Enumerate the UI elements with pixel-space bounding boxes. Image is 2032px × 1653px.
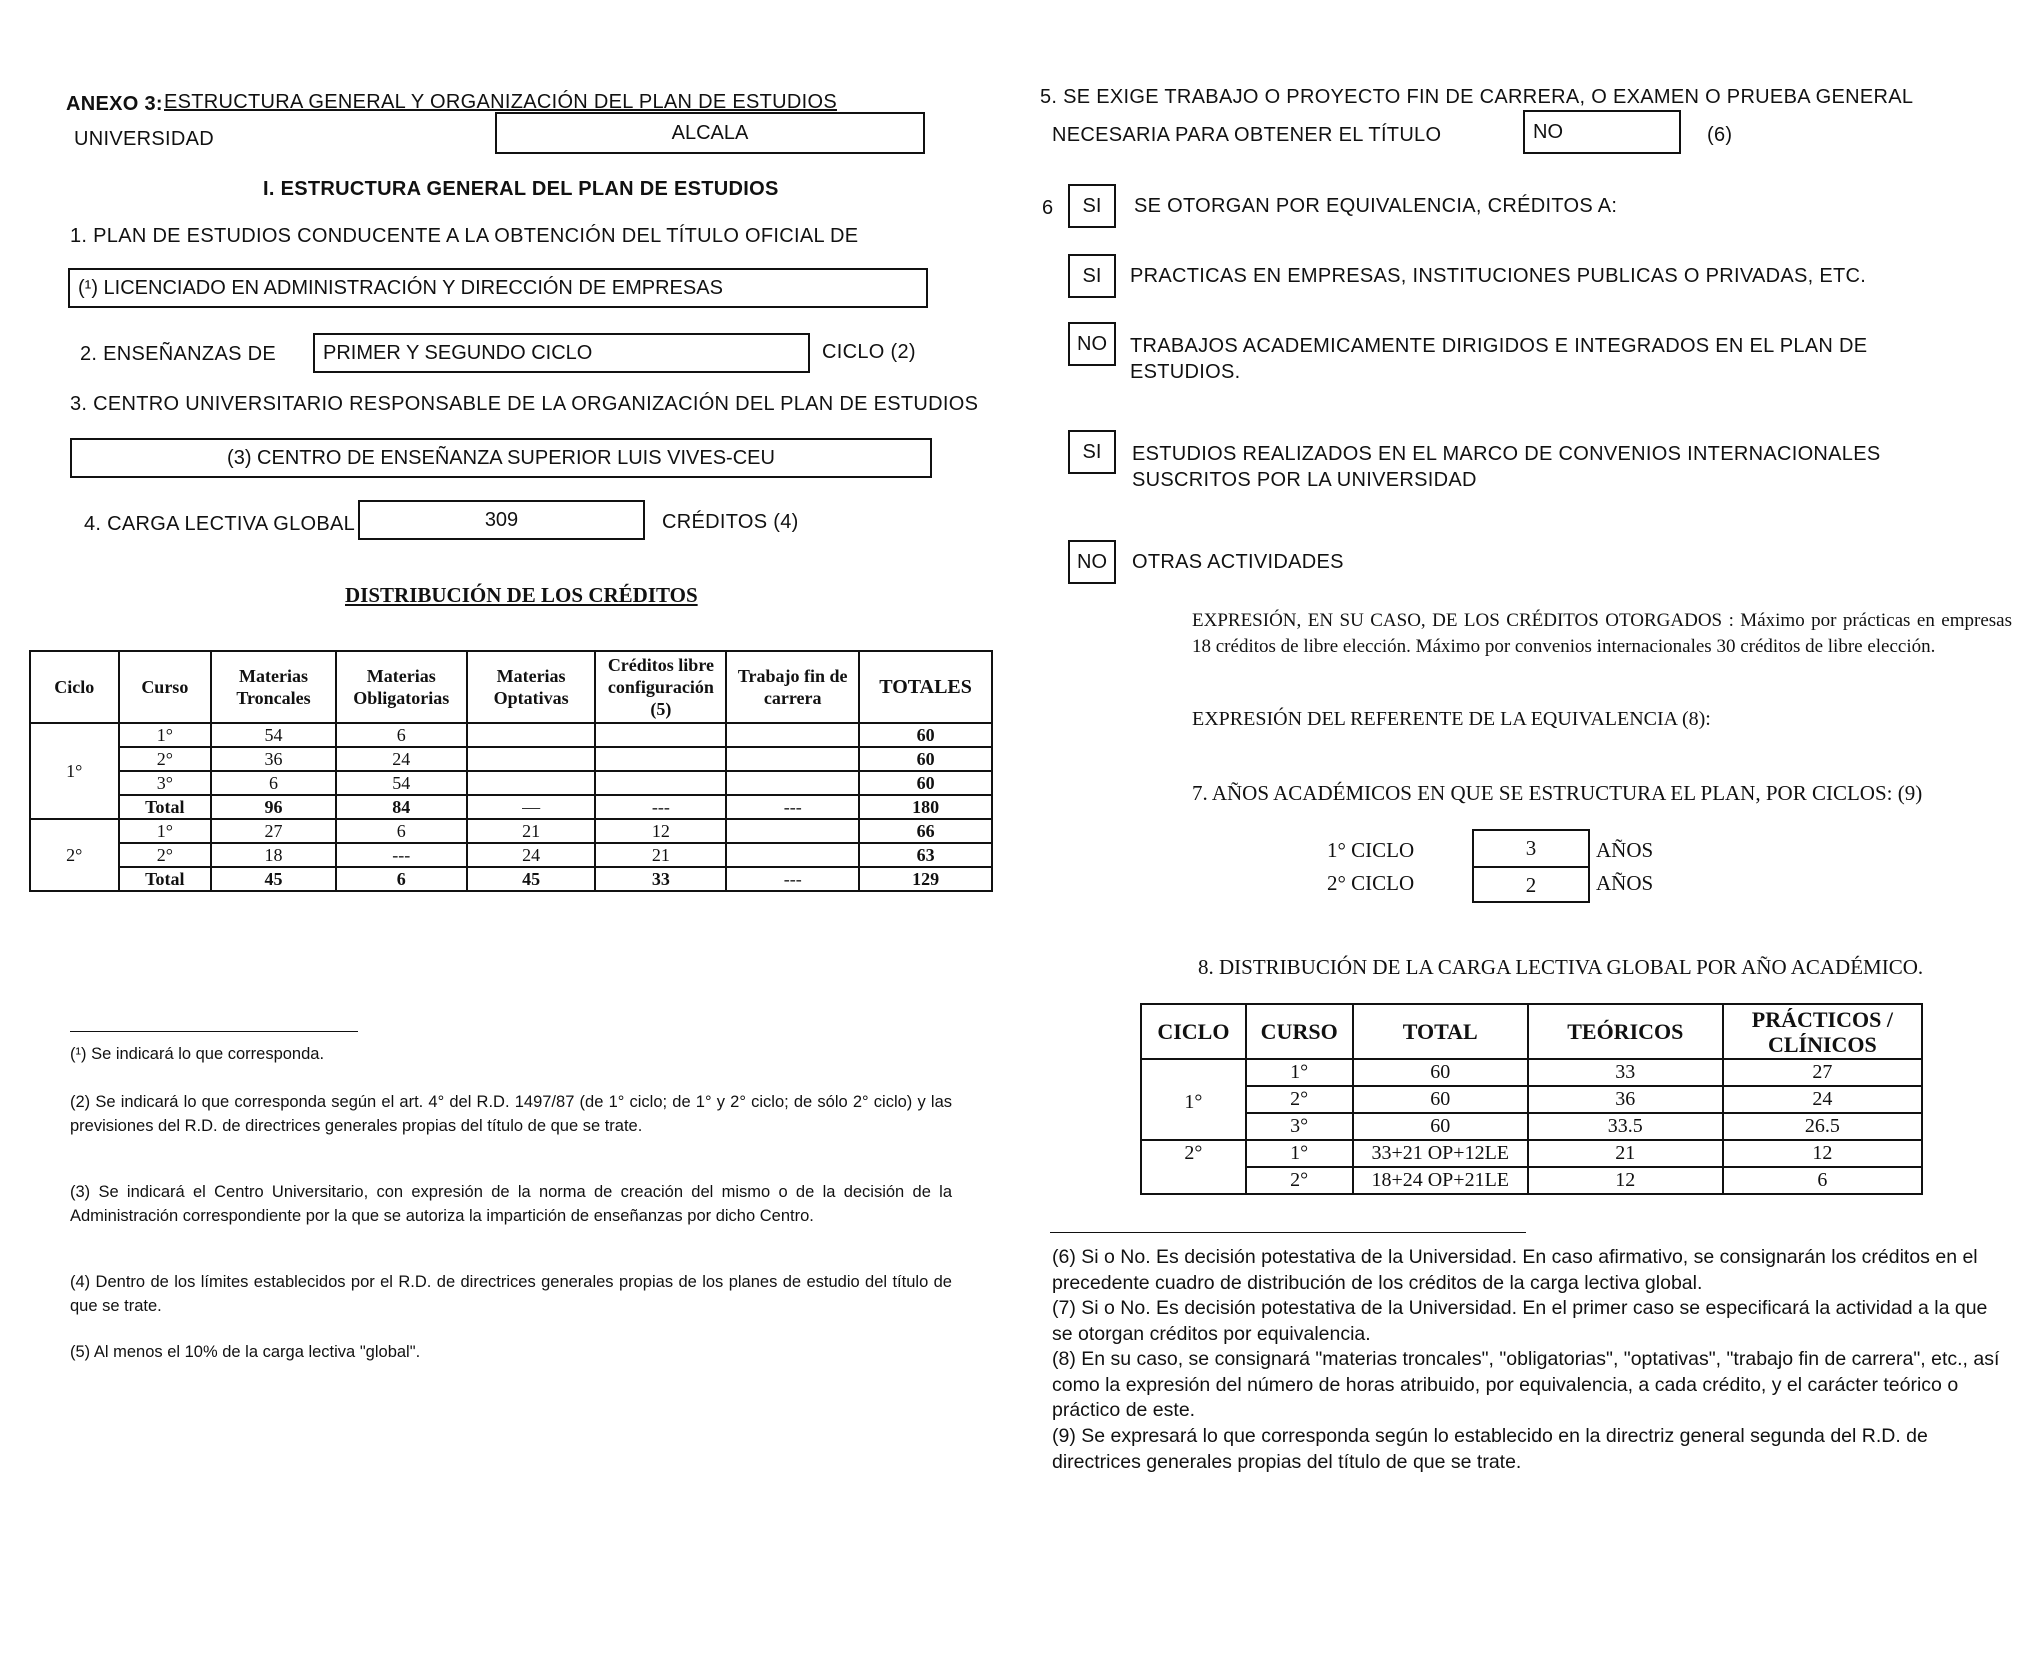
table-cell: 24 <box>467 843 596 867</box>
cycle-cell: 2° <box>1141 1140 1246 1194</box>
years-cycle-label: 2° CICLO <box>1327 871 1415 895</box>
table-cell <box>595 723 726 747</box>
header-cell: Materias Optativas <box>467 651 596 723</box>
table-cell: 6 <box>336 723 467 747</box>
table-cell <box>595 747 726 771</box>
total-credits-field <box>358 500 645 540</box>
cycle-cell: 2° <box>30 819 119 891</box>
table-row <box>1141 1140 1922 1167</box>
years-value: 3 <box>1474 831 1588 868</box>
table-cell: — <box>467 795 596 819</box>
header-cell: TOTAL <box>1353 1004 1528 1059</box>
teaching-cycle-value: PRIMER Y SEGUNDO CICLO <box>323 341 593 364</box>
table-cell: 96 <box>211 795 336 819</box>
table-cell: 84 <box>336 795 467 819</box>
table-cell: --- <box>726 867 859 891</box>
table-cell: 6 <box>1723 1167 1922 1194</box>
table-cell: 18 <box>211 843 336 867</box>
table-row-total <box>30 795 992 819</box>
table-cell: 33.5 <box>1528 1113 1723 1140</box>
table-cell: 60 <box>1353 1059 1528 1086</box>
years-unit: AÑOS <box>1596 838 1654 862</box>
footnote: (8) En su caso, se consignará "materias troncales", "obligatorias", "optativas", "trabajo fin de carrera", etc., así como la expresión del número de horas atribuido, por equivalencia, a cada crédito, y el carácter teórico o práctico de este. <box>1052 1348 2000 1421</box>
table-cell: 60 <box>1353 1086 1528 1113</box>
table-cell <box>726 747 859 771</box>
table-cell: 60 <box>859 723 992 747</box>
table-cell: Total <box>119 867 212 891</box>
table-cell: 180 <box>859 795 992 819</box>
equivalence-reference: EXPRESIÓN DEL REFERENTE DE LA EQUIVALENCIA (8): <box>1192 708 1711 730</box>
university-label: UNIVERSIDAD <box>74 128 214 150</box>
item5-line1: 5. SE EXIGE TRABAJO O PROYECTO FIN DE CARRERA, O EXAMEN O PRUEBA GENERAL <box>1040 86 1914 108</box>
table-cell: 26.5 <box>1723 1113 1922 1140</box>
university-field <box>495 112 925 154</box>
table-cell <box>467 723 596 747</box>
table-cell: 36 <box>1528 1086 1723 1113</box>
table-cell: 1° <box>1246 1059 1353 1086</box>
table-cell: 21 <box>595 843 726 867</box>
annex-title: ESTRUCTURA GENERAL Y ORGANIZACIÓN DEL PLAN DE ESTUDIOS <box>164 91 838 113</box>
table-cell <box>726 819 859 843</box>
table-cell: 12 <box>1723 1140 1922 1167</box>
table-cell: 21 <box>467 819 596 843</box>
table-cell: 2° <box>119 843 212 867</box>
years-value: 2 <box>1525 873 1537 897</box>
equivalence-granted-value: SI <box>1082 194 1102 217</box>
final-project-value: NO <box>1533 120 1563 143</box>
table-cell: Total <box>119 795 212 819</box>
header-cell: TOTALES <box>859 651 992 723</box>
table-cell: 3° <box>1246 1113 1353 1140</box>
table-cell: 60 <box>859 747 992 771</box>
years-unit: AÑOS <box>1596 871 1654 895</box>
section-title: I. ESTRUCTURA GENERAL DEL PLAN DE ESTUDIOS <box>263 178 779 200</box>
table-cell: 1° <box>119 723 212 747</box>
table-cell: 63 <box>859 843 992 867</box>
table-cell: --- <box>595 795 726 819</box>
table-header-row <box>1141 1004 1922 1059</box>
table-cell: 6 <box>211 771 336 795</box>
cycle-cell: 1° <box>1141 1059 1246 1140</box>
table-cell: 1° <box>1246 1140 1353 1167</box>
item3-label: 3. CENTRO UNIVERSITARIO RESPONSABLE DE LA ORGANIZACIÓN DEL PLAN DE ESTUDIOS <box>70 393 979 415</box>
item4-label: 4. CARGA LECTIVA GLOBAL <box>84 513 356 535</box>
footnote: (9) Se expresará lo que corresponda según lo establecido en la directriz general segunda del R.D. de directrices generales propias del título de que se trate. <box>1052 1425 1928 1473</box>
footnote: (3) Se indicará el Centro Universitario, con expresión de la norma de creación del mismo o de la decisión de la Administración correspondiente por la que se autoriza la impartición de enseñanzas por dicho Centro. <box>70 1183 952 1225</box>
header-cell: Créditos libre configuración (5) <box>595 651 726 723</box>
table-cell <box>726 771 859 795</box>
table-row <box>1141 1113 1922 1140</box>
table-cell: 54 <box>211 723 336 747</box>
equiv-box-trabajos <box>1068 322 1116 366</box>
cycle-cell: 1° <box>30 723 119 819</box>
table-cell: 6 <box>336 819 467 843</box>
header-cell: Materias Troncales <box>211 651 336 723</box>
item7-label: 7. AÑOS ACADÉMICOS EN QUE SE ESTRUCTURA EL PLAN, POR CICLOS: (9) <box>1192 781 1923 805</box>
table-row <box>30 747 992 771</box>
header-cell: Ciclo <box>30 651 119 723</box>
header-cell: Materias Obligatorias <box>336 651 467 723</box>
footnote: (4) Dentro de los límites establecidos por el R.D. de directrices generales propias de los planes de estudio del título de que se trate. <box>70 1273 952 1315</box>
equiv-text: PRACTICAS EN EMPRESAS, INSTITUCIONES PUBLICAS O PRIVADAS, ETC. <box>1130 265 1867 287</box>
credits-distribution-table <box>29 650 993 892</box>
equiv-box-convenios <box>1068 430 1116 474</box>
table-cell <box>726 723 859 747</box>
table-header-row <box>30 651 992 723</box>
item6-number: 6 <box>1042 197 1054 219</box>
table-row <box>30 819 992 843</box>
table-cell: 45 <box>211 867 336 891</box>
footnote: (7) Si o No. Es decisión potestativa de la Universidad. En el primer caso se especificará la actividad a la que se otorgan créditos por equivalencia. <box>1052 1297 1988 1345</box>
university-center-field <box>70 438 932 478</box>
table-cell: 2° <box>1246 1086 1353 1113</box>
table-cell: 54 <box>336 771 467 795</box>
table-cell: 24 <box>336 747 467 771</box>
table-cell <box>726 843 859 867</box>
equiv-text: ESTUDIOS REALIZADOS EN EL MARCO DE CONVENIOS INTERNACIONALES SUSCRITOS POR LA UNIVERSIDAD <box>1132 443 1881 491</box>
table-cell: 6 <box>336 867 467 891</box>
header-cell: Trabajo fin de carrera <box>726 651 859 723</box>
years-box <box>1472 829 1590 903</box>
equivalence-granted-field <box>1068 184 1116 228</box>
table-cell: 60 <box>1353 1113 1528 1140</box>
final-project-field <box>1523 110 1681 154</box>
table-row-total <box>30 867 992 891</box>
table-cell: 66 <box>859 819 992 843</box>
table-row <box>1141 1086 1922 1113</box>
annex-label: ANEXO 3: <box>66 93 163 115</box>
university-value: ALCALA <box>671 121 749 144</box>
table-row <box>30 723 992 747</box>
item8-label: 8. DISTRIBUCIÓN DE LA CARGA LECTIVA GLOBAL POR AÑO ACADÉMICO. <box>1198 955 1924 979</box>
footnote: (2) Se indicará lo que corresponda según el art. 4° del R.D. 1497/87 (de 1° ciclo; de 1° y 2° ciclo; de sólo 2° ciclo) y las previsiones del R.D. de directrices generales propias del título de que se trate. <box>70 1093 952 1135</box>
table-cell <box>467 747 596 771</box>
equiv-value: SI <box>1082 264 1102 287</box>
table-cell: --- <box>726 795 859 819</box>
item4-suffix: CRÉDITOS (4) <box>662 511 799 533</box>
table-cell: 27 <box>1723 1059 1922 1086</box>
footnote: (6) Si o No. Es decisión potestativa de la Universidad. En caso afirmativo, se consignarán los créditos en el precedente cuadro de distribución de los créditos de la carga lectiva global. <box>1052 1246 1978 1294</box>
table-cell: --- <box>336 843 467 867</box>
header-cell: PRÁCTICOS / CLÍNICOS <box>1723 1004 1922 1059</box>
degree-title-field <box>68 268 928 308</box>
table-cell: 3° <box>119 771 212 795</box>
table-row <box>30 771 992 795</box>
table-cell: 12 <box>595 819 726 843</box>
header-cell: Curso <box>119 651 212 723</box>
footnote-divider <box>70 1031 358 1032</box>
table-cell: 60 <box>859 771 992 795</box>
header-cell: CURSO <box>1246 1004 1353 1059</box>
table-cell: 129 <box>859 867 992 891</box>
footnote: (5) Al menos el 10% de la carga lectiva "global". <box>70 1343 421 1361</box>
distribution-title: DISTRIBUCIÓN DE LOS CRÉDITOS <box>345 583 698 607</box>
table-cell <box>595 771 726 795</box>
item5-line2: NECESARIA PARA OBTENER EL TÍTULO <box>1052 124 1442 146</box>
table-cell: 2° <box>1246 1167 1353 1194</box>
degree-title-value: (¹) LICENCIADO EN ADMINISTRACIÓN Y DIRECCIÓN DE EMPRESAS <box>78 276 723 299</box>
table-cell: 18+24 OP+21LE <box>1353 1167 1528 1194</box>
footnote: (¹) Se indicará lo que corresponda. <box>70 1045 325 1063</box>
years-cycle-label: 1° CICLO <box>1327 838 1415 862</box>
equiv-box-otras <box>1068 540 1116 584</box>
table-cell: 1° <box>119 819 212 843</box>
university-center-value: (3) CENTRO DE ENSEÑANZA SUPERIOR LUIS VIVES-CEU <box>227 446 775 469</box>
teaching-cycle-field <box>313 333 810 373</box>
table-cell: 33 <box>1528 1059 1723 1086</box>
table-row <box>30 843 992 867</box>
table-cell: 45 <box>467 867 596 891</box>
item2-suffix: CICLO (2) <box>822 341 916 363</box>
footnote-divider <box>1050 1232 1526 1233</box>
header-cell: TEÓRICOS <box>1528 1004 1723 1059</box>
table-cell: 2° <box>119 747 212 771</box>
equiv-value: SI <box>1082 440 1102 463</box>
equiv-value: NO <box>1077 550 1107 573</box>
item2-label: 2. ENSEÑANZAS DE <box>80 343 276 365</box>
table-cell: 21 <box>1528 1140 1723 1167</box>
item5-ref: (6) <box>1707 124 1733 146</box>
total-credits-value: 309 <box>484 508 519 531</box>
table-cell <box>467 771 596 795</box>
item1-label: 1. PLAN DE ESTUDIOS CONDUCENTE A LA OBTENCIÓN DEL TÍTULO OFICIAL DE <box>70 225 859 247</box>
item6-label: SE OTORGAN POR EQUIVALENCIA, CRÉDITOS A: <box>1134 195 1618 217</box>
table-row <box>1141 1167 1922 1194</box>
equiv-text: TRABAJOS ACADEMICAMENTE DIRIGIDOS E INTEGRADOS EN EL PLAN DE ESTUDIOS. <box>1130 335 1868 383</box>
credits-expression: EXPRESIÓN, EN SU CASO, DE LOS CRÉDITOS OTORGADOS : Máximo por prácticas en empresas 18 créditos de libre elección. Máximo por convenios internacionales 30 créditos de libre elección. <box>1192 610 2012 657</box>
annual-load-table <box>1140 1003 1923 1195</box>
table-cell: 33+21 OP+12LE <box>1353 1140 1528 1167</box>
table-cell: 36 <box>211 747 336 771</box>
table-cell: 27 <box>211 819 336 843</box>
equiv-text: OTRAS ACTIVIDADES <box>1132 551 1344 573</box>
table-row <box>1141 1059 1922 1086</box>
header-cell: CICLO <box>1141 1004 1246 1059</box>
table-cell: 24 <box>1723 1086 1922 1113</box>
table-cell: 12 <box>1528 1167 1723 1194</box>
equiv-value: NO <box>1077 332 1107 355</box>
equiv-box-practicas <box>1068 254 1116 298</box>
table-cell: 33 <box>595 867 726 891</box>
